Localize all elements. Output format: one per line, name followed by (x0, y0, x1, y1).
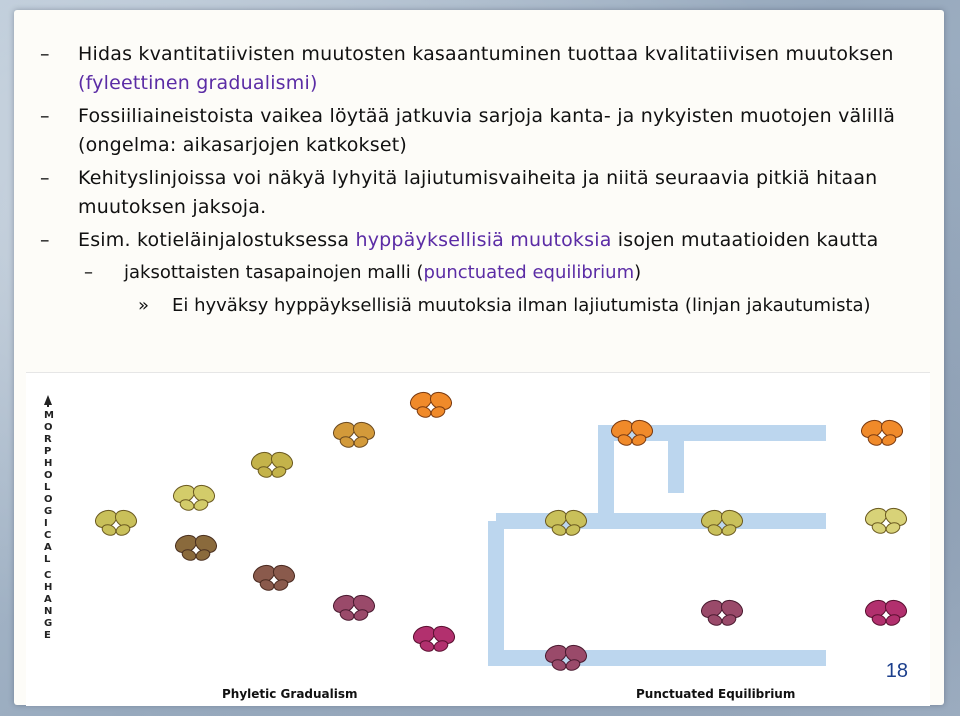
butterfly-icon (859, 417, 906, 447)
axis-letter: L (44, 554, 51, 565)
axis-label (44, 395, 54, 641)
bullet-3 (40, 164, 920, 222)
figure-svg (26, 373, 930, 706)
butterfly-icon (331, 419, 378, 449)
branch-top (606, 433, 826, 521)
butterfly-icon (171, 482, 218, 512)
bullet-1-text: Hidas kvantitatiivisten muutosten kasaantuminen tuottaa kvalitatiivisen muutoksen (78, 43, 894, 65)
bullet-dash: – (40, 43, 50, 65)
bullet-dash: – (40, 167, 50, 189)
gradualism-lower-series (173, 532, 458, 653)
butterfly-icon (699, 597, 746, 627)
axis-letter: H (44, 582, 53, 593)
axis-letter: A (44, 594, 52, 605)
axis-letter: G (44, 506, 53, 517)
axis-letter: R (44, 434, 52, 445)
branch-lower (496, 521, 606, 658)
page-number: 18 (885, 660, 908, 682)
axis-letter: I (44, 518, 48, 529)
sub-bullet-text-after: ) (634, 262, 642, 283)
butterfly-icon (411, 623, 458, 653)
bullet-dash: – (40, 105, 50, 127)
punctuated-series (543, 417, 910, 672)
bullet-1-highlight: (fyleettinen gradualismi) (78, 72, 318, 94)
bullet-4-highlight: hyppäyksellisiä muutoksia (355, 229, 612, 251)
bullet-4-text-after: isojen mutaatioiden kautta (611, 229, 879, 251)
axis-letter: P (44, 446, 52, 457)
butterfly-icon (173, 532, 220, 562)
evolution-figure (26, 372, 930, 706)
butterfly-icon (863, 597, 910, 627)
sub-bullet (40, 259, 920, 287)
bullet-list (40, 40, 920, 321)
punctuated-branches (496, 433, 826, 658)
axis-letter: O (44, 470, 53, 481)
sub-sub-bullet (40, 291, 920, 321)
butterfly-icon (408, 389, 455, 419)
axis-letter: H (44, 458, 53, 469)
axis-letter: M (44, 410, 54, 421)
axis-letter: E (44, 630, 51, 641)
axis-letter: C (44, 570, 52, 581)
bullet-3-text: Kehityslinjoissa voi näkyä lyhyitä lajiutumisvaiheita ja niitä seuraavia pitkiä hitaan muutoksen jaksoja. (78, 167, 878, 218)
butterfly-icon (249, 449, 296, 479)
gradualism-upper-series (93, 389, 455, 537)
caption-punctuated-equilibrium: Punctuated Equilibrium (636, 687, 796, 701)
axis-letter: L (44, 482, 51, 493)
bullet-4 (40, 226, 920, 255)
bullet-2-text: Fossiiliaineistoista vaikea löytää jatkuvia sarjoja kanta- ja nykyisten muotojen välillä (ongelma: aikasarjojen katkokset) (78, 105, 896, 156)
axis-letter: G (44, 618, 53, 629)
axis-letter: C (44, 530, 52, 541)
axis-letter: A (44, 542, 52, 553)
sub-bullet-dash: – (84, 262, 93, 283)
butterfly-icon (863, 505, 910, 535)
axis-letter: O (44, 494, 53, 505)
bullet-2 (40, 102, 920, 160)
sub-bullet-highlight: punctuated equilibrium (423, 262, 635, 283)
sub-sub-bullet-text: Ei hyväksy hyppäyksellisiä muutoksia ilman lajiutumista (linjan jakautumista) (172, 295, 871, 316)
bullet-dash: – (40, 229, 50, 251)
sub-bullet-text-before: jaksottaisten tasapainojen malli ( (124, 262, 424, 283)
butterfly-icon (251, 562, 298, 592)
axis-arrow-icon (44, 395, 52, 405)
caption-phyletic-gradualism: Phyletic Gradualism (222, 687, 358, 701)
axis-letter: N (44, 606, 53, 617)
axis-letter: O (44, 422, 53, 433)
butterfly-icon (331, 592, 378, 622)
bullet-4-text-before: Esim. kotieläinjalostuksessa (78, 229, 356, 251)
bullet-1 (40, 40, 920, 98)
sub-sub-bullet-marker: » (138, 295, 150, 316)
butterfly-icon (93, 507, 140, 537)
